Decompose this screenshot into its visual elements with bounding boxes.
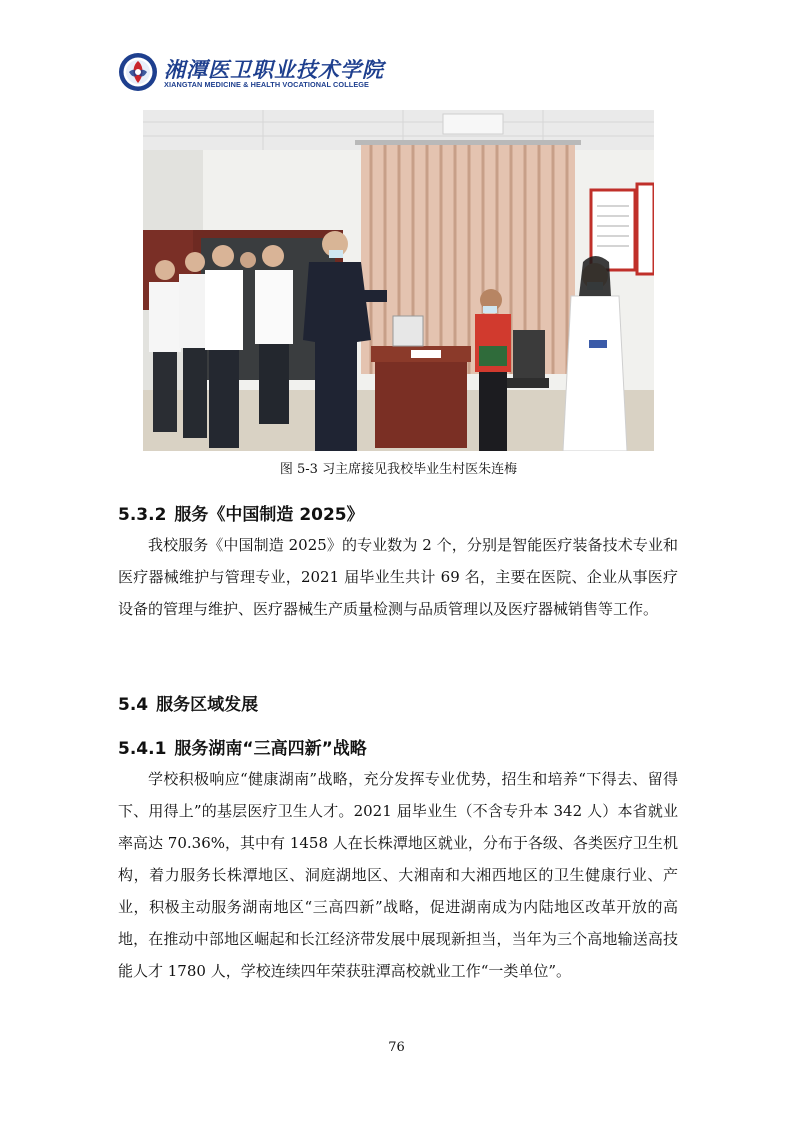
- section-title: 服务区域发展: [156, 695, 259, 715]
- section-paragraph: 学校积极响应“健康湖南”战略，充分发挥专业优势，招生和培养“下得去、留得下、用得上”的基层医疗卫生人才。2021 届毕业生（不含专升本 342 人）本省就业率高达 70.36%，其中有 1458 人在长株潭地区就业，分布于各级、各类医疗卫生机构，着力服务长株潭地区、洞庭湖地区、大湘南和大湘西地区的卫生健康行业、产业，积极主动服务湖南地区“三高四新”战略，促进湖南成为内陆地区改革开放的高地，在推动中部地区崛起和长江经济带发展中展现新担当，当年为三个高地输送高技能人才 1780 人，学校连续四年荣获驻潭高校就业工作“一类单位”。: [118, 770, 678, 980]
- college-emblem-icon: [118, 52, 158, 92]
- section-title: 服务《中国制造 2025》: [174, 505, 364, 525]
- section-number: 5.3.2: [118, 505, 167, 525]
- school-name-cn: 湘潭医卫职业技术学院: [164, 57, 384, 82]
- school-name-en: XIANGTAN MEDICINE & HEALTH VOCATIONAL COLLEGE: [164, 80, 370, 89]
- section-number: 5.4: [118, 695, 149, 715]
- page-number: 76: [388, 1040, 405, 1055]
- section-title: 服务湖南“三高四新”战略: [174, 739, 367, 759]
- section-number: 5.4.1: [118, 739, 167, 759]
- section-heading-5-3-2: [118, 500, 364, 525]
- section-paragraph: 我校服务《中国制造 2025》的专业数为 2 个，分别是智能医疗装备技术专业和医疗器械维护与管理专业，2021 届毕业生共计 69 名，主要在医院、企业从事医疗设备的管理与维护、医疗器械生产质量检测与品质管理以及医疗器械销售等工作。: [118, 536, 678, 618]
- page-header: [118, 52, 418, 96]
- section-heading-5-4-1: [118, 734, 367, 759]
- figure-photo: [143, 110, 654, 451]
- figure-caption: 图 5-3 习主席接见我校毕业生村医朱连梅: [279, 462, 518, 477]
- section-heading-5-4: [118, 690, 258, 715]
